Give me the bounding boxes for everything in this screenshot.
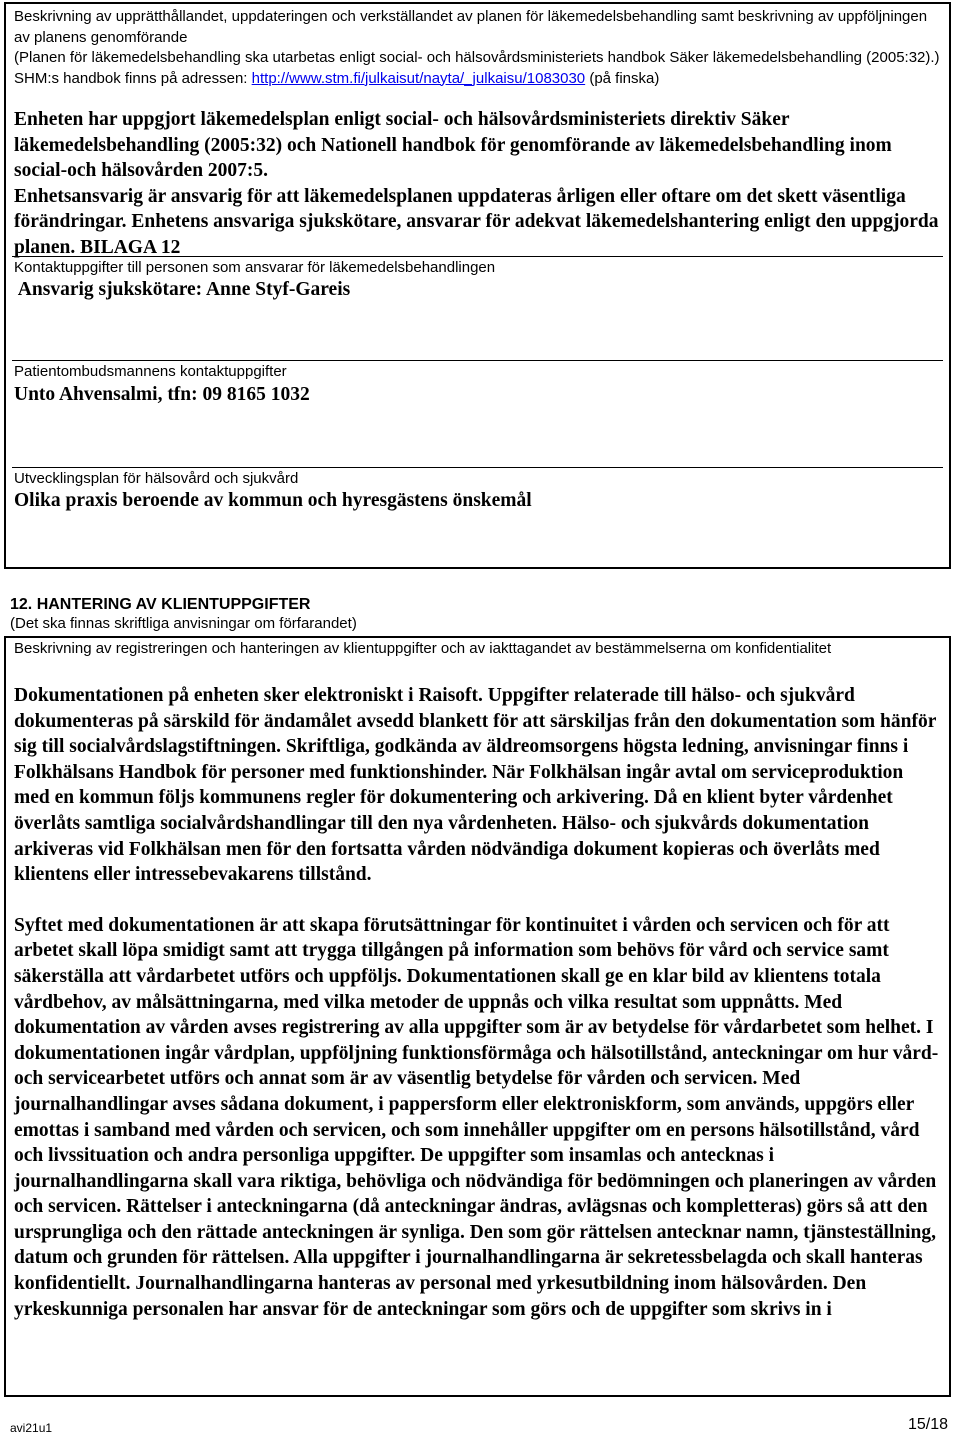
plan-frame <box>4 2 951 569</box>
patient-ombudsman-label: Patientombudsmannens kontaktuppgifter <box>14 363 287 380</box>
form-code: avi21u1 <box>10 1421 53 1435</box>
section-plan-label: Beskrivning av upprätthållandet, uppdateringen och verkställandet av planen för läkemedelsbehandling samt beskrivning av uppföljningen av planens genomförande (Planen för läkemedelsbehandling ska utarbetas enligt social- och hälsovårdsministeriets handbok Säker läkemedelsbehandling (2005:32).) SHM:s handbok finns på adressen: http://www.stm.fi/julkaisut/nayta/_julkaisu/1083030 (på finska) <box>14 8 940 87</box>
development-plan-label: Utvecklingsplan för hälsovård och sjukvård <box>14 470 299 487</box>
section-heading: 12. HANTERING AV KLIENTUPPGIFTER <box>10 596 311 613</box>
development-plan-value: Olika praxis beroende av kommun och hyresgästens önskemål <box>14 490 532 511</box>
plan-body-p2: Enhetsansvarig är ansvarig för att läkemedelsplanen uppdateras årligen eller oftare om det skett väsentliga förändringar. Enhetens ansvariga sjukskötare, ansvarar för adekvat läkemedelshantering enligt den uppgjorda planen. BILAGA 12 <box>14 185 939 258</box>
patient-ombudsman-value: Unto Ahvensalmi, tfn: 09 8165 1032 <box>14 384 310 405</box>
plan-body-p1: Enheten har uppgjort läkemedelsplan enligt social- och hälsovårdsministeriets direktiv Säker läkemedelsbehandling (2005:32) och Nationell handbok för genomförande av läkemedelsbehandling inom social-och hälsovården 2007:5. <box>14 109 892 182</box>
client-data-label: Beskrivning av registreringen och hanteringen av klientuppgifter och av iakttagandet av bestämmelserna om konfidentialitet <box>14 640 832 657</box>
contact-person-label: Kontaktuppgifter till personen som ansvarar för läkemedelsbehandlingen <box>14 259 496 276</box>
shm-handbook-link[interactable]: http://www.stm.fi/julkaisut/nayta/_julkaisu/1083030 <box>251 69 586 87</box>
client-data-p1: Dokumentationen på enheten sker elektroniskt i Raisoft. Uppgifter relaterade till hälso- och sjukvård dokumenteras på särskild för ändamålet avsedd blankett för att särskiljas från den dokumentation som hänför sig till socialvårdslagstiftningen. Skriftliga, godkända av äldreomsorgens högsta ledning, anvisningar finns i Folkhälsans Handbok för personer med funktionshinder. När Folkhälsan ingår avtal om serviceproduktion med en kommun följs kommunens regler för dokumentering och arkivering. Då en klient byter vårdenhet överlåts samtliga socialvårdshandlingar till den nya vårdenheten. Hälso- och sjukvårds dokumentation arkiveras vid Folkhälsan men för den fortsatta vården nödvändiga dokument kopieras och överlåts med klientens eller intressebevakarens tillstånd. <box>14 685 937 886</box>
section-subtitle: (Det ska finnas skriftliga anvisningar om förfarandet) <box>10 615 357 632</box>
divider <box>12 256 943 257</box>
client-data-p2: Syftet med dokumentationen är att skapa förutsättningar för kontinuitet i vården och servicen och för att arbetet skall löpa smidigt samt att trygga tillgången på information som behövs för vård och service samt säkerställa att vårdarbetet utförs och uppföljs. Dokumentationen skall ge en klar bild av klientens totala vårdbehov, av målsättningarna, med vilka metoder de uppnås och vilka resultat som uppnåtts. Med dokumentation av vården avses registrering av alla uppgifter som är av betydelse för vårdarbetet som helhet. I dokumentationen ingår vårdplan, uppföljning funktionsförmåga och hälsotillstånd, anteckningar om hur vård- och servicearbetet utförs och annat som är av väsentlig betydelse för vården och servicen. Med journalhandlingar avses sådana dokument, i pappersform eller elektroniskform, som används, uppgörs eller emottas i samband med vården och servicen, och som innehåller uppgifter om en persons hälsotillstånd, vård och livssituation och andra personliga uppgifter. De uppgifter som insamlas och antecknas i journalhandlingarna skall vara riktiga, behövliga och nödvändiga för bedömningen och planeringen av vården och servicen. Rättelser i anteckningarna (då anteckningar ändras, avlägsnas och kompletteras) görs så att den ursprungliga och den rättade anteckningen är synliga. Den som gör rättelsen antecknar namn, tjänsteställning, datum och grunden för rättelsen. Alla uppgifter i journalhandlingarna är sekretessbelagda och skall hanteras konfidentiellt. Journalhandlingarna hanteras av personal med yrkesutbildning inom hälsovården. Den yrkeskunniga personalen har ansvar för de anteckningar som görs och de uppgifter som skrivs in i <box>14 914 939 1320</box>
client-data-body <box>14 683 943 1322</box>
contact-person-value: Ansvarig sjukskötare: Anne Styf-Gareis <box>14 279 351 300</box>
instruction-text: (Planen för läkemedelsbehandling ska utarbetas enligt social- och hälsovårdsministeriets handbok Säker läkemedelsbehandling (2005:32).) SHM:s handbok finns på adressen: <box>14 49 940 87</box>
plan-body <box>14 107 943 261</box>
client-data-frame <box>4 636 951 1397</box>
divider <box>12 360 943 361</box>
page-number: 15/18 <box>907 1416 948 1433</box>
divider <box>12 467 943 468</box>
